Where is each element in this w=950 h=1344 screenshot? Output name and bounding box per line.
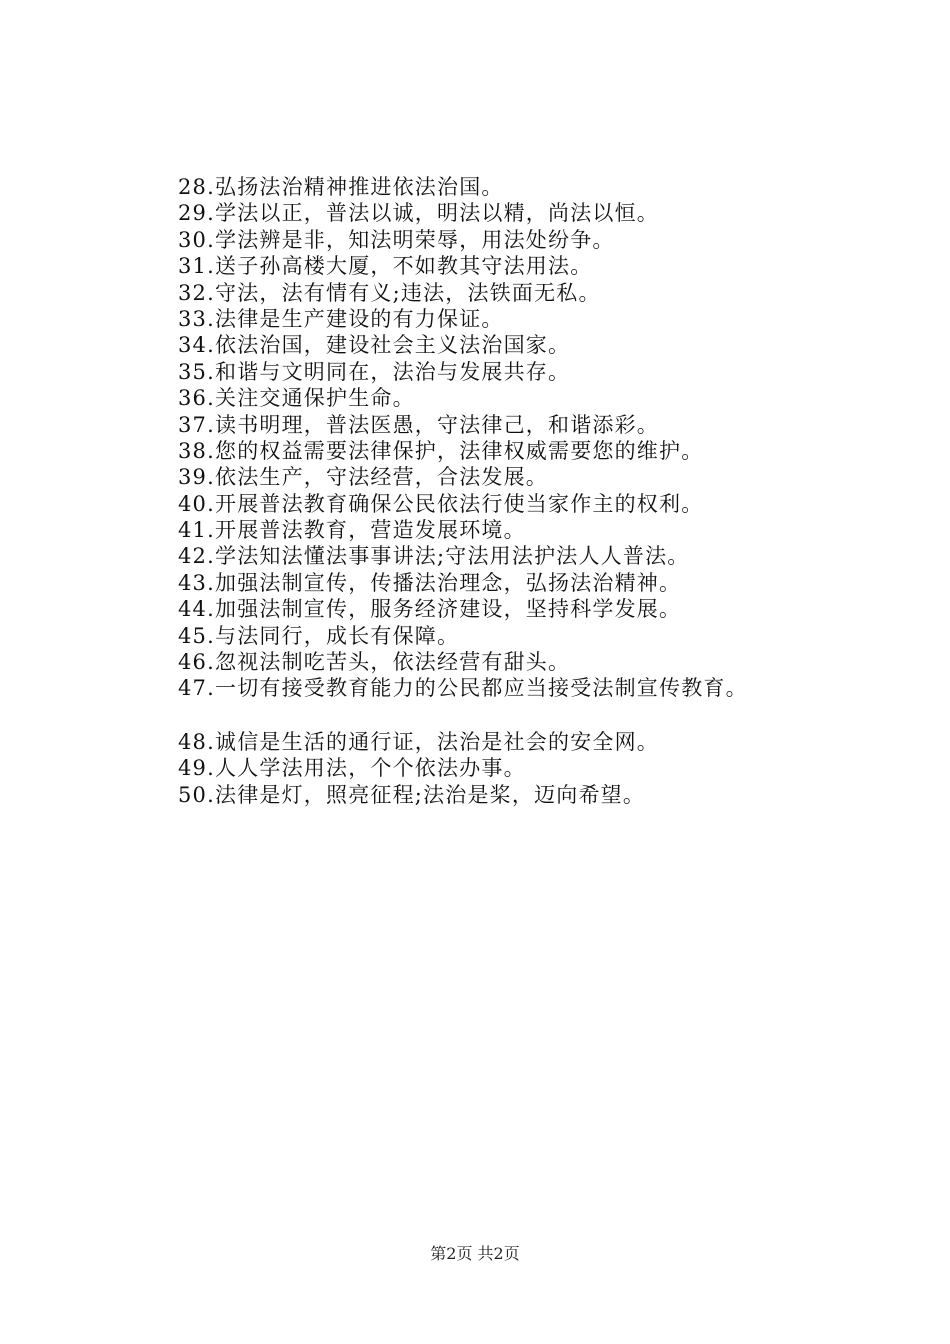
list-item: 50.法律是灯，照亮征程;法治是桨，迈向希望。 bbox=[178, 782, 646, 807]
list-item: 39.依法生产，守法经营，合法发展。 bbox=[178, 465, 548, 490]
list-item: 38.您的权益需要法律保护，法律权威需要您的维护。 bbox=[178, 438, 704, 463]
list-item: 33.法律是生产建设的有力保证。 bbox=[178, 306, 504, 331]
list-item: 31.送子孙高楼大厦，不如教其守法用法。 bbox=[178, 254, 593, 279]
list-item: 47.一切有接受教育能力的公民都应当接受法制宣传教育。 bbox=[178, 676, 748, 701]
list-item: 32.守法，法有情有义;违法，法铁面无私。 bbox=[178, 280, 601, 305]
list-item: 40.开展普法教育确保公民依法行使当家作主的权利。 bbox=[178, 491, 704, 516]
slogan-list bbox=[178, 174, 918, 808]
list-item: 42.学法知法懂法事事讲法;守法用法护法人人普法。 bbox=[178, 544, 690, 569]
list-item: 30.学法辨是非，知法明荣辱，用法处纷争。 bbox=[178, 227, 615, 252]
list-item: 48.诚信是生活的通行证，法治是社会的安全网。 bbox=[178, 729, 659, 754]
list-item: 43.加强法制宣传，传播法治理念，弘扬法治精神。 bbox=[178, 570, 682, 595]
list-item: 29.学法以正，普法以诚，明法以精，尚法以恒。 bbox=[178, 201, 659, 226]
list-item: 35.和谐与文明同在，法治与发展共存。 bbox=[178, 359, 571, 384]
list-item: 46.忽视法制吃苦头，依法经营有甜头。 bbox=[178, 650, 571, 675]
list-item: 36.关注交通保护生命。 bbox=[178, 386, 415, 411]
list-item: 37.读书明理，普法医愚，守法律己，和谐添彩。 bbox=[178, 412, 659, 437]
list-item: 49.人人学法用法，个个依法办事。 bbox=[178, 756, 526, 781]
list-item: 34.依法治国，建设社会主义法治国家。 bbox=[178, 333, 571, 358]
list-item: 44.加强法制宣传，服务经济建设，坚持科学发展。 bbox=[178, 597, 682, 622]
list-item: 41.开展普法教育，营造发展环境。 bbox=[178, 518, 526, 543]
page-footer: 第2页 共2页 bbox=[430, 1244, 520, 1263]
list-item: 45.与法同行，成长有保障。 bbox=[178, 623, 460, 648]
list-item: 28.弘扬法治精神推进依法治国。 bbox=[178, 175, 504, 199]
